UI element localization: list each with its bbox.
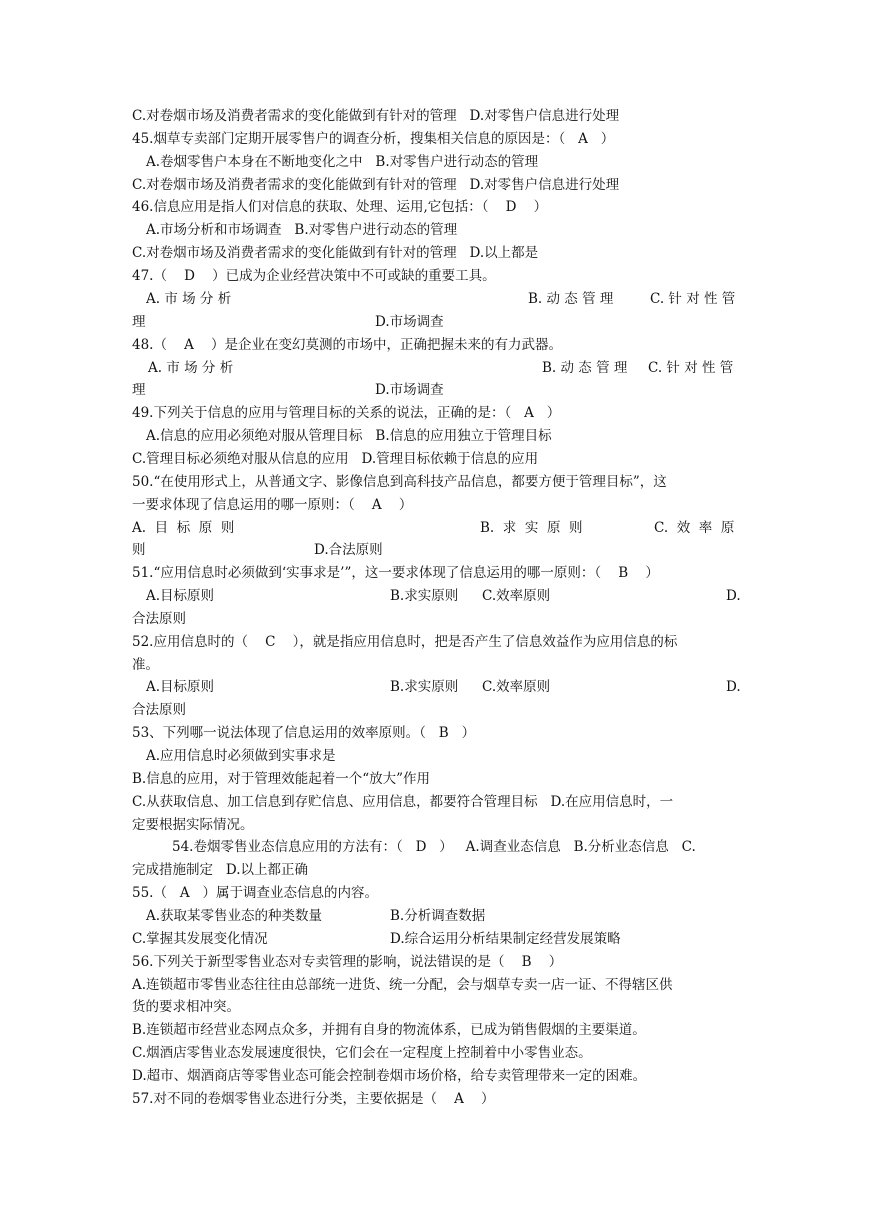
q48-options [132, 358, 740, 378]
text-line: C.对卷烟市场及消费者需求的变化能做到有针对的管理 D.对零售户信息进行处理 [132, 108, 620, 124]
option-b: B. 动 态 管 理 [542, 360, 628, 376]
option-b: B.求实原则 [390, 588, 459, 604]
question-57: 57.对不同的卷烟零售业态进行分类，主要依据是（ A ） [132, 1091, 495, 1107]
text-line: 定要根据实际情况。 [132, 817, 254, 833]
q51-options-cont [132, 609, 740, 629]
text-line: C.烟酒店零售业态发展速度很快，它们会在一定程度上控制着中小零售业态。 [132, 1045, 592, 1061]
question-51: 51.“应用信息时必须做到‘实事求是’”，这一要求体现了信息运用的哪一原则：（ B ） [132, 565, 659, 581]
option-b: B.求实原则 [390, 679, 459, 695]
question-46: 46.信息应用是指人们对信息的获取、处理、运用,它包括：（ D ） [132, 199, 548, 215]
text-line: A.市场分析和市场调查 B.对零售户进行动态的管理 [146, 222, 458, 238]
question-49: 49.下列关于信息的应用与管理目标的关系的说法，正确的是：（ A ） [132, 405, 561, 421]
text-line: 准。 [132, 657, 159, 673]
text-line: C.对卷烟市场及消费者需求的变化能做到有针对的管理 D.以上都是 [132, 245, 539, 261]
q47-options-cont [132, 312, 740, 332]
option-c-tail: 则 [132, 542, 146, 558]
question-47: 47.（ D ）已成为企业经营决策中不可或缺的重要工具。 [132, 268, 496, 284]
option-c: C.效率原则 [482, 588, 551, 604]
question-55: 55.（ A ）属于调查业态信息的内容。 [132, 885, 378, 901]
option-c: C. 效 率 原 [654, 520, 735, 536]
q52-options-cont [132, 700, 740, 720]
option-d: D.市场调查 [375, 382, 444, 398]
option-d-tail: 合法原则 [132, 702, 186, 718]
text-line: A.卷烟零售户本身在不断地变化之中 B.对零售户进行动态的管理 [146, 154, 539, 170]
q55-options [132, 906, 740, 926]
text-line: A.连锁超市零售业态往往由总部统一进货、统一分配，会与烟草专卖一店一证、不得辖区供 [132, 977, 673, 993]
option-d-tail: 合法原则 [132, 611, 186, 627]
q50-options [132, 518, 740, 538]
option-c-tail: 理 [132, 314, 146, 330]
option-c: C. 针 对 性 管 [648, 360, 734, 376]
option-c: C. 针 对 性 管 [650, 291, 736, 307]
option-d: D.市场调查 [375, 314, 444, 330]
option-c: C.效率原则 [482, 679, 551, 695]
text-line: C.对卷烟市场及消费者需求的变化能做到有针对的管理 D.对零售户信息进行处理 [132, 177, 620, 193]
option-c: C.掌握其发展变化情况 [132, 931, 268, 947]
option-d-head: D. [726, 588, 741, 604]
option-b: B. 动 态 管 理 [528, 291, 614, 307]
option-d: D.合法原则 [314, 542, 383, 558]
text-line: A.信息的应用必须绝对服从管理目标 B.信息的应用独立于管理目标 [146, 428, 552, 444]
question-56: 56.下列关于新型零售业态对专卖管理的影响，说法错误的是（ B ） [132, 954, 563, 970]
option-d: D.综合运用分析结果制定经营发展策略 [390, 931, 621, 947]
option-a: A. 目 标 原 则 [132, 520, 235, 536]
option-a: A.获取某零售业态的种类数量 [146, 908, 323, 924]
question-52: 52.应用信息时的（ C ），就是指应用信息时，把是否产生了信息效益作为应用信息的标 [132, 634, 678, 650]
text-line: C.从获取信息、加工信息到存贮信息、应用信息，都要符合管理目标 D.在应用信息时，一 [132, 794, 674, 810]
q52-options [132, 677, 740, 697]
option-b: B.分析调查数据 [390, 908, 486, 924]
option-b: B. 求 实 原 则 [480, 520, 583, 536]
option-d-head: D. [726, 679, 741, 695]
q50-options-cont [132, 540, 740, 560]
text-line: B.连锁超市经营业态网点众多，并拥有自身的物流体系，已成为销售假烟的主要渠道。 [132, 1022, 646, 1038]
q51-options [132, 586, 740, 606]
text-line: B.信息的应用，对于管理效能起着一个“放大”作用 [132, 771, 431, 787]
q47-options [132, 289, 740, 309]
question-54: 54.卷烟零售业态信息应用的方法有：（ D ） A.调查业态信息 B.分析业态信息 C. [172, 839, 696, 855]
q55-options-cont [132, 929, 740, 949]
text-line: 完成措施制定 D.以上都正确 [132, 862, 309, 878]
text-line: A.应用信息时必须做到实事求是 [146, 748, 336, 764]
question-53: 53、下列哪一说法体现了信息运用的效率原则。（ B ） [132, 725, 476, 741]
text-line: D.超市、烟酒商店等零售业态可能会控制卷烟市场价格，给专卖管理带来一定的困难。 [132, 1068, 647, 1084]
question-48: 48.（ A ）是企业在变幻莫测的市场中，正确把握未来的有力武器。 [132, 337, 563, 353]
question-50: 50.“在使用形式上，从普通文字、影像信息到高科技产品信息，都要方便于管理目标”，这 [132, 474, 667, 490]
option-c-tail: 理 [132, 382, 146, 398]
option-a: A.目标原则 [146, 588, 215, 604]
q48-options-cont [132, 380, 740, 400]
option-a: A. 市 场 分 析 [148, 360, 234, 376]
question-45: 45.烟草专卖部门定期开展零售户的调查分析，搜集相关信息的原因是：（ A ） [132, 131, 615, 147]
option-a: A.目标原则 [146, 679, 215, 695]
text-line: 一要求体现了信息运用的哪一原则：（ A ） [132, 497, 413, 513]
text-line: C.管理目标必须绝对服从信息的应用 D.管理目标依赖于信息的应用 [132, 451, 539, 467]
text-line: 货的要求相冲突。 [132, 999, 240, 1015]
option-a: A. 市 场 分 析 [146, 291, 232, 307]
